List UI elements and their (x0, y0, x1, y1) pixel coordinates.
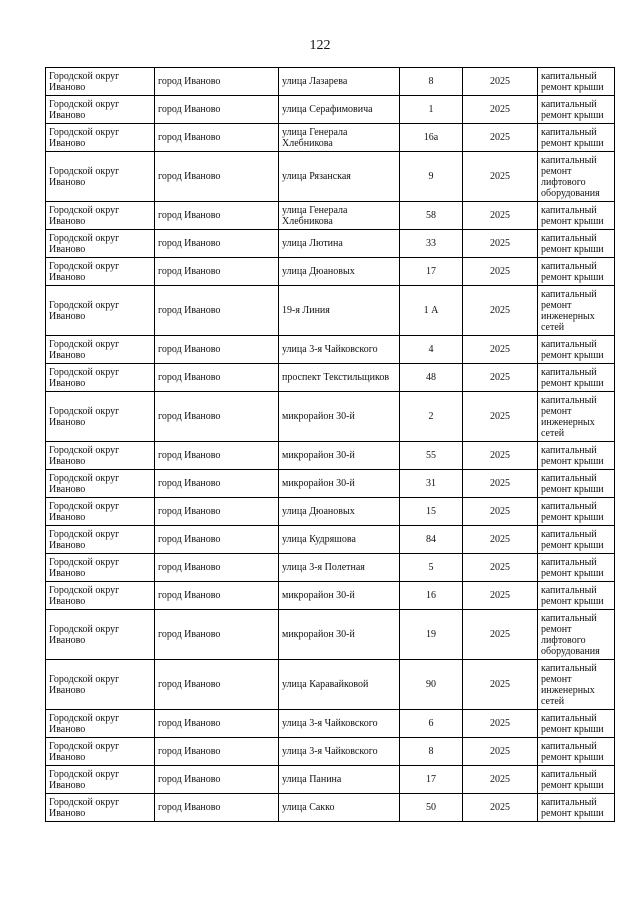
house-cell: 19 (400, 610, 463, 660)
table-row (46, 286, 615, 336)
district-cell: Городской округ Иваново (46, 498, 155, 526)
city-cell: город Иваново (155, 498, 279, 526)
house-cell: 90 (400, 660, 463, 710)
city-cell: город Иваново (155, 526, 279, 554)
table-row (46, 392, 615, 442)
house-cell: 31 (400, 470, 463, 498)
district-cell: Городской округ Иваново (46, 96, 155, 124)
year-cell: 2025 (463, 582, 538, 610)
year-cell: 2025 (463, 526, 538, 554)
year-cell: 2025 (463, 710, 538, 738)
street-cell: улица Дюановых (279, 498, 400, 526)
work-type-cell: капитальный ремонт инженерных сетей (538, 392, 615, 442)
street-cell: улица 3-я Полетная (279, 554, 400, 582)
table-row (46, 336, 615, 364)
street-cell: микрорайон 30-й (279, 582, 400, 610)
work-type-cell: капитальный ремонт лифтового оборудования (538, 152, 615, 202)
city-cell: город Иваново (155, 610, 279, 660)
street-cell: улица Кудряшова (279, 526, 400, 554)
street-cell: улица Рязанская (279, 152, 400, 202)
year-cell: 2025 (463, 554, 538, 582)
district-cell: Городской округ Иваново (46, 258, 155, 286)
year-cell: 2025 (463, 96, 538, 124)
year-cell: 2025 (463, 660, 538, 710)
work-type-cell: капитальный ремонт крыши (538, 738, 615, 766)
district-cell: Городской округ Иваново (46, 124, 155, 152)
year-cell: 2025 (463, 766, 538, 794)
district-cell: Городской округ Иваново (46, 68, 155, 96)
house-cell: 33 (400, 230, 463, 258)
work-type-cell: капитальный ремонт крыши (538, 442, 615, 470)
work-type-cell: капитальный ремонт крыши (538, 258, 615, 286)
table-row (46, 660, 615, 710)
city-cell: город Иваново (155, 710, 279, 738)
table-row (46, 526, 615, 554)
work-type-cell: капитальный ремонт крыши (538, 336, 615, 364)
street-cell: микрорайон 30-й (279, 610, 400, 660)
table-row (46, 124, 615, 152)
year-cell: 2025 (463, 68, 538, 96)
year-cell: 2025 (463, 202, 538, 230)
work-type-cell: капитальный ремонт крыши (538, 710, 615, 738)
city-cell: город Иваново (155, 554, 279, 582)
year-cell: 2025 (463, 794, 538, 822)
city-cell: город Иваново (155, 152, 279, 202)
house-cell: 8 (400, 68, 463, 96)
year-cell: 2025 (463, 230, 538, 258)
table-row (46, 230, 615, 258)
street-cell: улица Серафимовича (279, 96, 400, 124)
street-cell: улица Лютина (279, 230, 400, 258)
table-row (46, 202, 615, 230)
district-cell: Городской округ Иваново (46, 152, 155, 202)
district-cell: Городской округ Иваново (46, 526, 155, 554)
table-row (46, 96, 615, 124)
year-cell: 2025 (463, 498, 538, 526)
city-cell: город Иваново (155, 392, 279, 442)
district-cell: Городской округ Иваново (46, 610, 155, 660)
district-cell: Городской округ Иваново (46, 392, 155, 442)
house-cell: 9 (400, 152, 463, 202)
table-row (46, 258, 615, 286)
street-cell: улица 3-я Чайковского (279, 738, 400, 766)
work-type-cell: капитальный ремонт крыши (538, 124, 615, 152)
district-cell: Городской округ Иваново (46, 582, 155, 610)
city-cell: город Иваново (155, 68, 279, 96)
house-cell: 58 (400, 202, 463, 230)
year-cell: 2025 (463, 610, 538, 660)
street-cell: улица Панина (279, 766, 400, 794)
street-cell: улица 3-я Чайковского (279, 710, 400, 738)
year-cell: 2025 (463, 152, 538, 202)
house-cell: 55 (400, 442, 463, 470)
work-type-cell: капитальный ремонт крыши (538, 230, 615, 258)
street-cell: микрорайон 30-й (279, 442, 400, 470)
house-cell: 84 (400, 526, 463, 554)
year-cell: 2025 (463, 336, 538, 364)
work-type-cell: капитальный ремонт крыши (538, 68, 615, 96)
table-row (46, 152, 615, 202)
city-cell: город Иваново (155, 336, 279, 364)
house-cell: 48 (400, 364, 463, 392)
year-cell: 2025 (463, 364, 538, 392)
street-cell: улица Генерала Хлебникова (279, 202, 400, 230)
street-cell: проспект Текстильщиков (279, 364, 400, 392)
work-type-cell: капитальный ремонт крыши (538, 582, 615, 610)
street-cell: микрорайон 30-й (279, 392, 400, 442)
work-type-cell: капитальный ремонт инженерных сетей (538, 286, 615, 336)
city-cell: город Иваново (155, 442, 279, 470)
district-cell: Городской округ Иваново (46, 364, 155, 392)
city-cell: город Иваново (155, 364, 279, 392)
district-cell: Городской округ Иваново (46, 470, 155, 498)
city-cell: город Иваново (155, 794, 279, 822)
table-row (46, 610, 615, 660)
work-type-cell: капитальный ремонт крыши (538, 498, 615, 526)
year-cell: 2025 (463, 258, 538, 286)
work-type-cell: капитальный ремонт крыши (538, 202, 615, 230)
page-number: 122 (309, 38, 331, 53)
house-cell: 8 (400, 738, 463, 766)
house-cell: 17 (400, 258, 463, 286)
district-cell: Городской округ Иваново (46, 794, 155, 822)
city-cell: город Иваново (155, 202, 279, 230)
work-type-cell: капитальный ремонт крыши (538, 766, 615, 794)
street-cell: микрорайон 30-й (279, 470, 400, 498)
street-cell: 19-я Линия (279, 286, 400, 336)
district-cell: Городской округ Иваново (46, 336, 155, 364)
table-row (46, 710, 615, 738)
work-type-cell: капитальный ремонт крыши (538, 364, 615, 392)
district-cell: Городской округ Иваново (46, 554, 155, 582)
year-cell: 2025 (463, 442, 538, 470)
house-cell: 16а (400, 124, 463, 152)
street-cell: улица Генерала Хлебникова (279, 124, 400, 152)
house-cell: 1 А (400, 286, 463, 336)
work-type-cell: капитальный ремонт инженерных сетей (538, 660, 615, 710)
district-cell: Городской округ Иваново (46, 766, 155, 794)
city-cell: город Иваново (155, 660, 279, 710)
city-cell: город Иваново (155, 258, 279, 286)
district-cell: Городской округ Иваново (46, 738, 155, 766)
table-row (46, 582, 615, 610)
work-type-cell: капитальный ремонт крыши (538, 96, 615, 124)
city-cell: город Иваново (155, 766, 279, 794)
city-cell: город Иваново (155, 582, 279, 610)
city-cell: город Иваново (155, 470, 279, 498)
house-cell: 6 (400, 710, 463, 738)
house-cell: 15 (400, 498, 463, 526)
work-type-cell: капитальный ремонт крыши (538, 554, 615, 582)
table-row (46, 442, 615, 470)
street-cell: улица Лазарева (279, 68, 400, 96)
house-cell: 4 (400, 336, 463, 364)
house-cell: 5 (400, 554, 463, 582)
street-cell: улица 3-я Чайковского (279, 336, 400, 364)
district-cell: Городской округ Иваново (46, 442, 155, 470)
year-cell: 2025 (463, 392, 538, 442)
housing-repair-table (45, 67, 615, 822)
work-type-cell: капитальный ремонт крыши (538, 794, 615, 822)
city-cell: город Иваново (155, 96, 279, 124)
district-cell: Городской округ Иваново (46, 230, 155, 258)
table-row (46, 766, 615, 794)
district-cell: Городской округ Иваново (46, 202, 155, 230)
house-cell: 17 (400, 766, 463, 794)
table-row (46, 498, 615, 526)
street-cell: улица Дюановых (279, 258, 400, 286)
year-cell: 2025 (463, 738, 538, 766)
house-cell: 50 (400, 794, 463, 822)
work-type-cell: капитальный ремонт лифтового оборудования (538, 610, 615, 660)
table-row (46, 738, 615, 766)
year-cell: 2025 (463, 124, 538, 152)
city-cell: город Иваново (155, 124, 279, 152)
street-cell: улица Сакко (279, 794, 400, 822)
year-cell: 2025 (463, 470, 538, 498)
city-cell: город Иваново (155, 230, 279, 258)
year-cell: 2025 (463, 286, 538, 336)
city-cell: город Иваново (155, 286, 279, 336)
city-cell: город Иваново (155, 738, 279, 766)
street-cell: улица Каравайковой (279, 660, 400, 710)
district-cell: Городской округ Иваново (46, 710, 155, 738)
work-type-cell: капитальный ремонт крыши (538, 470, 615, 498)
table-row (46, 68, 615, 96)
house-cell: 1 (400, 96, 463, 124)
house-cell: 16 (400, 582, 463, 610)
table-row (46, 554, 615, 582)
district-cell: Городской округ Иваново (46, 286, 155, 336)
work-type-cell: капитальный ремонт крыши (538, 526, 615, 554)
district-cell: Городской округ Иваново (46, 660, 155, 710)
table-row (46, 364, 615, 392)
table-row (46, 794, 615, 822)
table-row (46, 470, 615, 498)
house-cell: 2 (400, 392, 463, 442)
